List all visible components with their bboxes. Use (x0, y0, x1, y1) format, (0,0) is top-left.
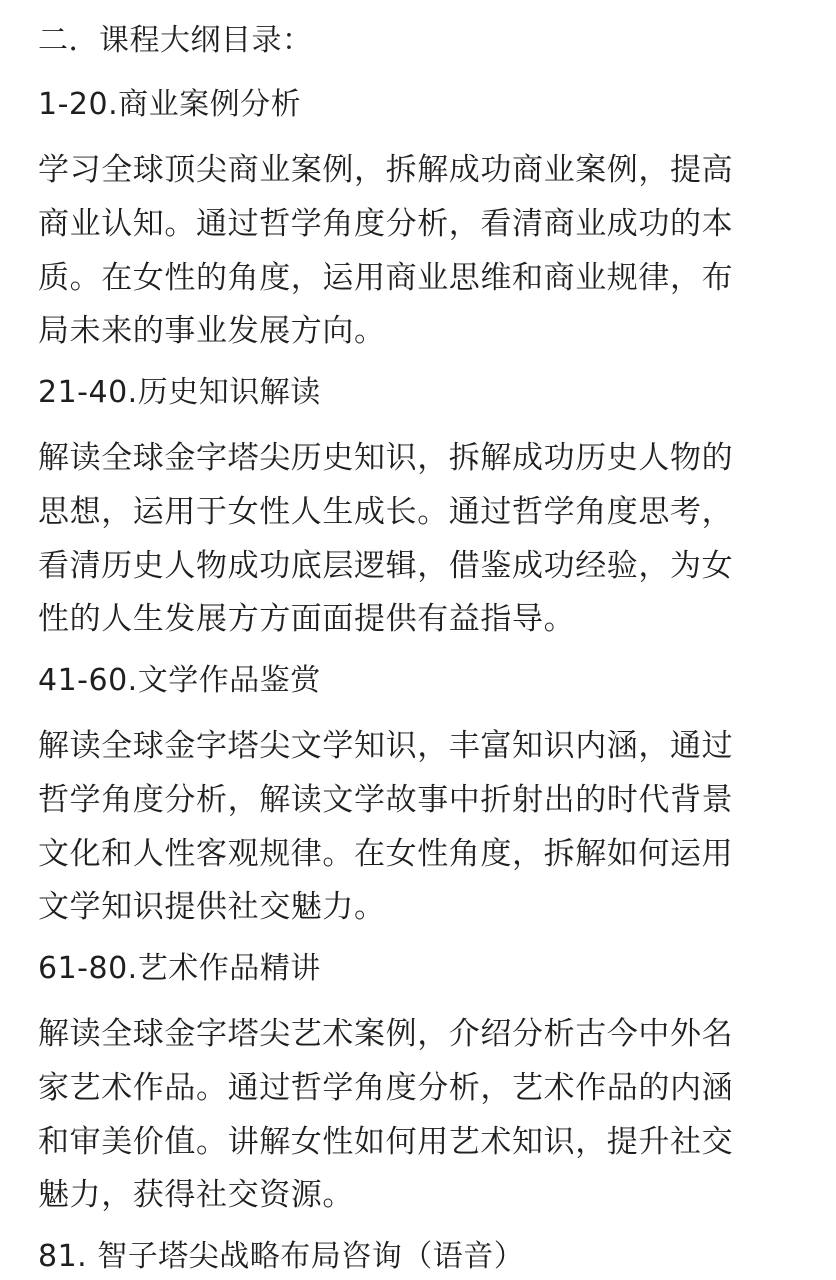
section-line: 魅力，获得社交资源。 (38, 1177, 354, 1213)
section-line: 家艺术作品。通过哲学角度分析，艺术作品的内涵 (38, 1070, 734, 1106)
section-heading-art: 61-80.艺术作品精讲 (38, 951, 321, 986)
section-line: 看清历史人物成功底层逻辑，借鉴成功经验，为女 (38, 548, 734, 584)
section-line: 哲学角度分析，解读文学故事中折射出的时代背景 (38, 782, 734, 818)
section-line: 局未来的事业发展方向。 (38, 313, 386, 349)
section-line: 质。在女性的角度，运用商业思维和商业规律，布 (38, 260, 734, 296)
section-heading-business: 1-20.商业案例分析 (38, 87, 302, 122)
section-line: 学习全球顶尖商业案例，拆解成功商业案例，提高 (38, 152, 734, 188)
section-heading-history: 21-40.历史知识解读 (38, 375, 321, 410)
section-line: 文化和人性客观规律。在女性角度，拆解如何运用 (38, 836, 734, 872)
outline-title: 二．课程大纲目录： (38, 23, 313, 58)
section-line: 解读全球金字塔尖艺术案例，介绍分析古今中外名 (38, 1016, 734, 1052)
section-line: 解读全球金字塔尖历史知识，拆解成功历史人物的 (38, 440, 734, 476)
section-line: 和审美价值。讲解女性如何用艺术知识，提升社交 (38, 1124, 734, 1160)
section-line: 解读全球金字塔尖文学知识，丰富知识内涵，通过 (38, 728, 734, 764)
section-line: 商业认知。通过哲学角度分析，看清商业成功的本 (38, 206, 734, 242)
section-heading-consulting: 81. 智子塔尖战略布局咨询（语音） (38, 1239, 525, 1274)
section-line: 文学知识提供社交魅力。 (38, 889, 386, 925)
section-line: 性的人生发展方方面面提供有益指导。 (38, 601, 576, 637)
section-heading-literature: 41-60.文学作品鉴赏 (38, 663, 321, 698)
section-line: 思想，运用于女性人生成长。通过哲学角度思考， (38, 494, 734, 530)
